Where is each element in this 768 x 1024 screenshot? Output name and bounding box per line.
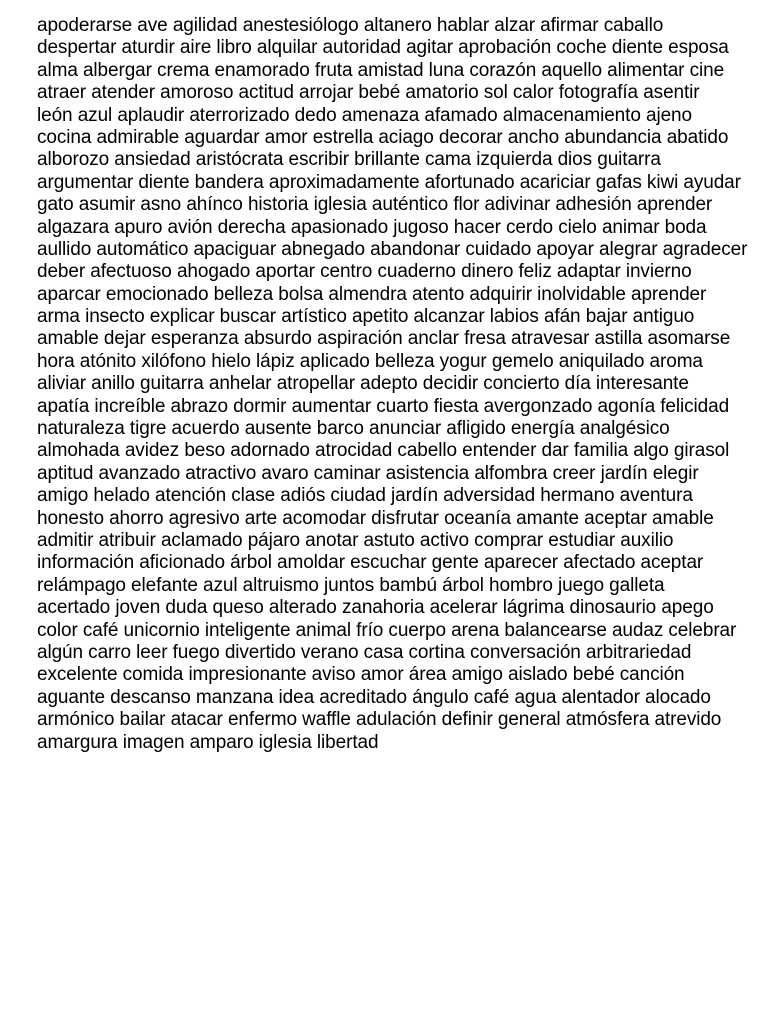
text-line: arma insecto explicar buscar artístico apetito alcanzar labios afán bajar antiguo xyxy=(37,306,695,328)
text-line: gato asumir asno ahínco historia iglesia auténtico flor adivinar adhesión aprender xyxy=(37,194,713,216)
text-line: aparcar emocionado belleza bolsa almendra atento adquirir inolvidable aprender xyxy=(37,283,707,305)
text-line: aullido automático apaciguar abnegado abandonar cuidado apoyar alegrar agradecer xyxy=(37,238,748,260)
text-line: atraer atender amoroso actitud arrojar bebé amatorio sol calor fotografía asentir xyxy=(37,82,700,104)
text-line: amable dejar esperanza absurdo aspiración anclar fresa atravesar astilla asomarse xyxy=(37,328,731,350)
text-line: aliviar anillo guitarra anhelar atropellar adepto decidir concierto día interesante xyxy=(37,373,689,395)
text-line: apatía increíble abrazo dormir aumentar cuarto fiesta avergonzado agonía felicidad xyxy=(37,395,730,417)
text-line: alborozo ansiedad aristócrata escribir brillante cama izquierda dios guitarra xyxy=(37,149,661,171)
text-line: alma albergar crema enamorado fruta amistad luna corazón aquello alimentar cine xyxy=(37,59,725,81)
text-line: amargura imagen amparo iglesia libertad xyxy=(37,731,379,753)
word-list xyxy=(37,15,768,754)
text-line: cocina admirable aguardar amor estrella aciago decorar ancho abundancia abatido xyxy=(37,126,729,148)
text-line: armónico bailar atacar enfermo waffle adulación definir general atmósfera atrevido xyxy=(37,709,722,731)
text-line: color café unicornio inteligente animal frío cuerpo arena balancearse audaz celebrar xyxy=(37,619,737,641)
text-line: información aficionado árbol amoldar escuchar gente aparecer afectado aceptar xyxy=(37,552,704,574)
text-line: excelente comida impresionante aviso amor área amigo aislado bebé canción xyxy=(37,664,685,686)
text-line: león azul aplaudir aterrorizado dedo amenaza afamado almacenamiento ajeno xyxy=(37,104,692,126)
text-line: deber afectuoso ahogado aportar centro cuaderno dinero feliz adaptar invierno xyxy=(37,261,692,283)
text-line: naturaleza tigre acuerdo ausente barco anunciar afligido energía analgésico xyxy=(37,418,670,440)
text-line: relámpago elefante azul altruismo juntos bambú árbol hombro juego galleta xyxy=(37,574,665,596)
text-line: almohada avidez beso adornado atrocidad cabello entender dar familia algo girasol xyxy=(37,440,730,462)
text-line: honesto ahorro agresivo arte acomodar disfrutar oceanía amante aceptar amable xyxy=(37,507,714,529)
text-line: admitir atribuir aclamado pájaro anotar astuto activo comprar estudiar auxilio xyxy=(37,529,674,551)
text-line: acertado joven duda queso alterado zanahoria acelerar lágrima dinosaurio apego xyxy=(37,597,714,619)
text-line: amigo helado atención clase adiós ciudad jardín adversidad hermano aventura xyxy=(37,485,693,507)
text-line: argumentar diente bandera aproximadamente afortunado acariciar gafas kiwi ayudar xyxy=(37,171,741,193)
text-line: aptitud avanzado atractivo avaro caminar asistencia alfombra creer jardín elegir xyxy=(37,462,699,484)
text-line: apoderarse ave agilidad anestesiólogo altanero hablar alzar afirmar caballo xyxy=(37,15,664,36)
text-line: algazara apuro avión derecha apasionado jugoso hacer cerdo cielo animar boda xyxy=(37,216,707,238)
text-line: hora atónito xilófono hielo lápiz aplicado belleza yogur gemelo aniquilado aroma xyxy=(37,350,703,372)
text-line: algún carro leer fuego divertido verano casa cortina conversación arbitrariedad xyxy=(37,641,692,663)
text-line: despertar aturdir aire libro alquilar autoridad agitar aprobación coche diente esposa xyxy=(37,37,729,59)
text-line: aguante descanso manzana idea acreditado ángulo café agua alentador alocado xyxy=(37,686,711,708)
